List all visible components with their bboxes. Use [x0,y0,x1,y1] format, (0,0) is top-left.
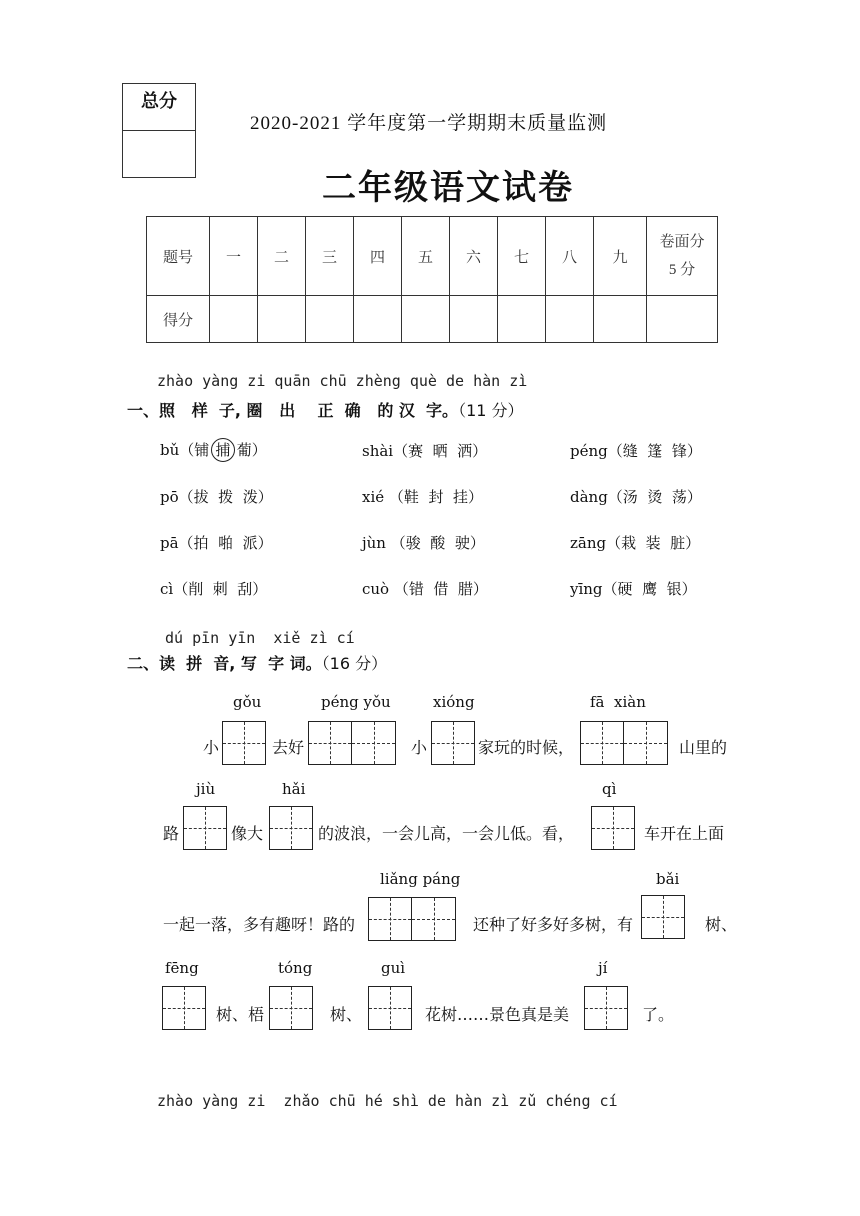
passage-text: 像大 [231,824,264,843]
score-cell[interactable] [210,296,258,343]
writing-box[interactable] [308,721,352,765]
score-cell[interactable] [306,296,354,343]
score-cell[interactable] [594,296,647,343]
column-header: 二 [258,217,306,296]
writing-box[interactable] [431,721,475,765]
column-header: 八 [546,217,594,296]
passage-text: 一起一落，多有趣呀！路的 [163,915,356,934]
pinyin-label: jiù [196,780,216,798]
row-label-question-number: 题号 [147,217,210,296]
total-score-box [122,83,196,178]
pinyin-label: fā xiàn [590,693,646,711]
q1-item[interactable]: zāng（栽 装 脏） [570,534,701,552]
writing-box[interactable] [580,721,624,765]
pinyin-label: jí [598,959,608,977]
section2-pinyin: dú pīn yīn xiě zì cí [165,629,355,647]
passage-text: 了。 [642,1005,675,1024]
writing-box[interactable] [368,986,412,1030]
score-cell[interactable] [647,296,718,343]
q1-item[interactable]: cuò （错 借 腊） [362,580,488,598]
q1-item[interactable]: jùn （骏 酸 驶） [362,534,485,552]
writing-box[interactable] [222,721,266,765]
q1-item[interactable]: shài（赛 晒 洒） [362,442,488,460]
passage-text: 树、梧 [216,1005,265,1024]
pinyin-label: liǎng páng [380,870,461,888]
score-cell[interactable] [402,296,450,343]
q1-item[interactable]: pā（拍 啪 派） [160,534,273,552]
passage-text: 去好 [272,738,305,757]
column-header: 四 [354,217,402,296]
q1-item [160,438,267,462]
section1-heading-text: 一、照 样 子, 圈 出 正 确 的 汉 字。 [127,401,459,420]
writing-box[interactable] [269,806,313,850]
pinyin-label: qì [602,780,617,798]
score-cell[interactable] [450,296,498,343]
pinyin-label: xióng [433,693,475,711]
pinyin-label: hǎi [282,780,306,798]
passage-text: 树、 [705,915,738,934]
q1-item[interactable]: yīng（硬 鹰 银） [570,580,697,598]
section2-heading-text: 二、读 拼 音, 写 字 词。 [127,654,322,673]
passage-text: 树、 [330,1005,363,1024]
writing-box[interactable] [641,895,685,939]
column-header: 三 [306,217,354,296]
score-cell[interactable] [498,296,546,343]
exam-title: 二年级语文试卷 [322,168,574,208]
pinyin-label: gǒu [233,693,262,711]
neatness-points: 5 分 [668,262,696,278]
passage-text: 还种了好多好多树，有 [473,915,634,934]
total-score-label: 总分 [123,84,195,131]
passage-text: 花树……景色真是美 [425,1005,570,1024]
score-cell[interactable] [546,296,594,343]
pinyin-label: tóng [278,959,313,977]
neatness-label: 卷面分 [659,234,705,250]
writing-box[interactable] [183,806,227,850]
writing-box[interactable] [352,721,396,765]
writing-box[interactable] [269,986,313,1030]
passage-text: 山里的 [679,738,728,757]
section2-heading [127,651,387,674]
section1-pinyin: zhào yàng zi quān chū zhèng què de hàn zì [157,372,528,390]
passage-text: 小 [411,738,428,757]
writing-box[interactable] [591,806,635,850]
writing-box[interactable] [162,986,206,1030]
column-header: 一 [210,217,258,296]
q1-item[interactable]: xié （鞋 封 挂） [362,488,483,506]
pinyin-label: péng yǒu [321,693,391,711]
circled-example-char: 捕 [211,438,235,462]
q1-item-text: bǔ（铺 [160,441,215,459]
column-header: 七 [498,217,546,296]
q1-item[interactable]: dàng（汤 烫 荡） [570,488,702,506]
pinyin-label: bǎi [656,870,680,888]
exam-subtitle: 2020-2021 学年度第一学期期末质量监测 [250,113,608,134]
passage-text: 路 [163,824,180,843]
pinyin-label: guì [381,959,406,977]
section2-points: （16 分） [321,654,388,673]
pinyin-label: fēng [165,959,199,977]
writing-box[interactable] [584,986,628,1030]
passage-text: 家玩的时候， [478,738,575,757]
column-header: 五 [402,217,450,296]
writing-box[interactable] [368,897,412,941]
writing-box[interactable] [412,897,456,941]
section3-pinyin: zhào yàng zi zhǎo chū hé shì de hàn zì zǔ chéng cí [157,1092,618,1110]
q1-item[interactable]: pō（拔 拨 泼） [160,488,273,506]
column-header: 六 [450,217,498,296]
row-label-score: 得分 [147,296,210,343]
passage-text: 小 [203,738,220,757]
passage-text: 车开在上面 [644,824,725,843]
q1-item[interactable]: péng（缝 篷 锋） [570,442,702,460]
writing-box[interactable] [624,721,668,765]
score-cell[interactable] [258,296,306,343]
section1-points: （11 分） [458,401,524,420]
score-cell[interactable] [354,296,402,343]
q1-item-text: 葡） [232,441,267,459]
column-header-neatness [647,217,718,296]
section1-heading [127,398,524,421]
passage-text: 的波浪，一会儿高，一会儿低。看， [318,824,575,843]
column-header: 九 [594,217,647,296]
q1-item[interactable]: cì（削 刺 刮） [160,580,268,598]
score-table [146,216,718,343]
